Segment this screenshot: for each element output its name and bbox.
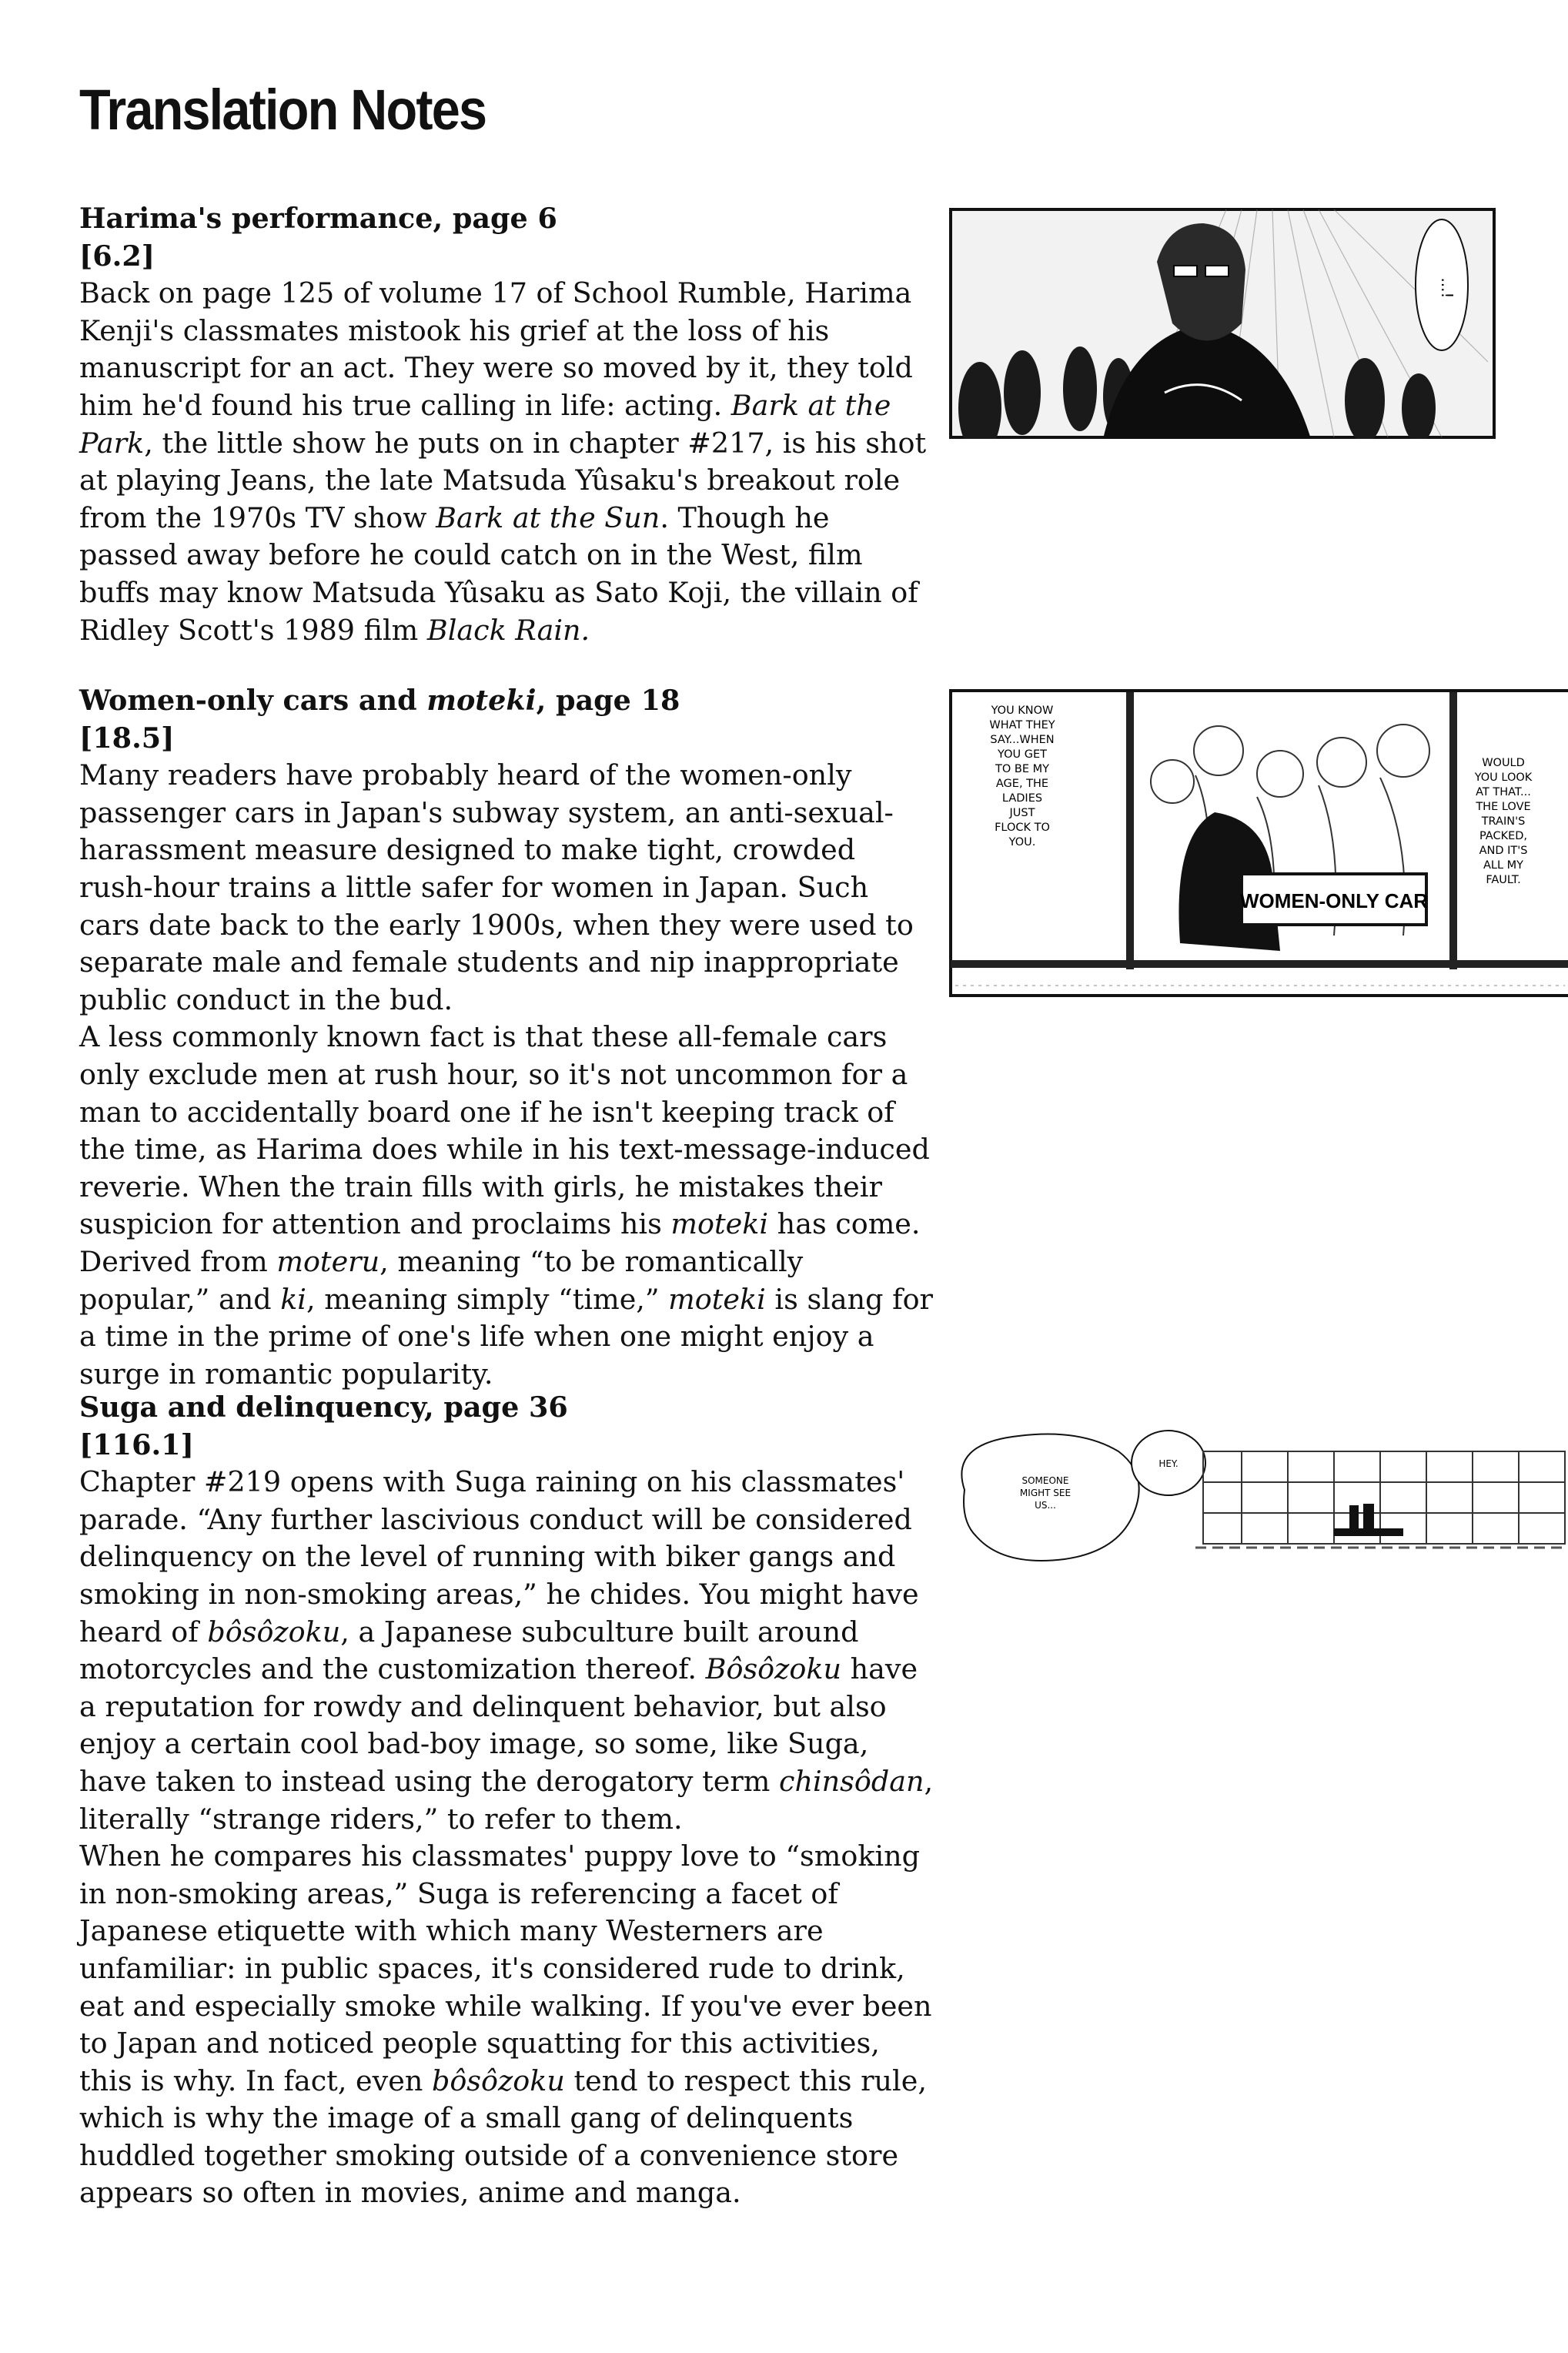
italic-term: Bôsôzoku xyxy=(705,1652,841,1686)
speech-line: AGE, THE xyxy=(995,778,1049,790)
harima-panel-illustration xyxy=(949,208,1496,439)
note-paragraph xyxy=(79,757,934,1019)
speech-line: US... xyxy=(1035,1500,1056,1511)
speech-line: THE LOVE xyxy=(1476,801,1531,813)
speech-bubble-text: ...! xyxy=(1438,277,1456,299)
note-heading: Harima's performance, page 6 xyxy=(79,202,557,235)
text-run: Women-only cars and xyxy=(79,684,427,717)
italic-term: moteki xyxy=(668,1282,766,1316)
note-paragraph xyxy=(79,1019,934,1393)
note-heading: Suga and delinquency, page 36 xyxy=(79,1391,568,1424)
italic-term: Bark at the Park xyxy=(79,388,891,460)
text-run: is slang for a time in the prime of one's life when one might enjoy a surge in romantic popularity. xyxy=(79,1282,934,1391)
note-paragraph xyxy=(79,1838,934,2212)
italic-term: bôsôzoku xyxy=(431,2063,565,2097)
text-run: has come. Derived from xyxy=(79,1207,921,1278)
note-body xyxy=(79,757,934,1393)
note-heading xyxy=(79,682,934,720)
speech-line: WHAT THEY xyxy=(989,719,1055,731)
text-run: When he compares his classmates' puppy love to “smoking in non-smoking areas,” Suga is referencing a facet of Japanese etiquette with which many Westerners are unfamiliar: in public spaces, it's considered rude to drink, eat and especially smoke while walking. If you've ever been to Japan and noticed people squatting for this activities, this is why. In fact, even xyxy=(79,1839,932,2097)
text-run: Many readers have probably heard of the women-only passenger cars in Japan's subway system, an anti-sexual-harassment measure designed to make tight, crowded rush-hour trains a little safer for women in Japan. Such cars date back to the early 1900s, when they were used to separate male and female students and nip inappropriate public conduct in the bud. xyxy=(79,758,914,1016)
note-body xyxy=(79,275,934,649)
women-only-car-sign: WOMEN-ONLY CAR xyxy=(1239,889,1429,912)
text-run: . Though he passed away before he could catch on in the West, film buffs may know Matsuda Yûsaku as Sato Koji, the villain of Ridley Scott's 1989 film xyxy=(79,500,918,647)
speech-line: TO BE MY xyxy=(995,763,1049,775)
speech-line: MIGHT SEE xyxy=(1019,1488,1072,1498)
italic-term: moteru xyxy=(276,1244,380,1278)
speech-line: YOU KNOW xyxy=(991,705,1054,717)
text-run: , the little show he puts on in chapter #217, is his shot at playing Jeans, the late Matsuda Yûsaku's breakout role from the 1970s TV show xyxy=(79,426,927,534)
italic-term: moteki xyxy=(670,1207,769,1241)
text-run: , meaning “to be romantically popular,” and xyxy=(79,1244,804,1316)
text-run: tend to respect this rule, which is why the image of a small gang of delinquents huddled together smoking outside of a convenience store appears so often in movies, anime and manga. xyxy=(79,2063,927,2210)
text-run: , page 18 xyxy=(536,684,680,717)
speech-line: WOULD xyxy=(1482,757,1525,769)
speech-line: FLOCK TO xyxy=(995,822,1050,834)
speech-line: SOMEONE xyxy=(1021,1475,1069,1486)
speech-line: ALL MY xyxy=(1483,859,1524,872)
speech-line: YOU. xyxy=(1008,836,1036,848)
speech-line: YOU LOOK xyxy=(1474,772,1533,784)
text-run: Chapter #219 opens with Suga raining on his classmates' parade. “Any further lascivious conduct will be considered delinquency on the level of running with biker gangs and smoking in non-smoking areas,” he chides. You might have heard of xyxy=(79,1465,919,1648)
note-ref: [18.5] xyxy=(79,721,175,755)
text-run: , literally “strange riders,” to refer to them. xyxy=(79,1764,934,1836)
suga-panel-illustration xyxy=(949,1421,1568,1575)
note-harima-performance xyxy=(79,200,934,649)
manga-panel-women-only-car xyxy=(949,689,1568,997)
speech-line: SAY...WHEN xyxy=(990,734,1055,746)
speech-line: AT THAT... xyxy=(1476,786,1531,798)
page-title: Translation Notes xyxy=(79,78,486,142)
manga-panel-suga xyxy=(949,1421,1568,1575)
note-ref: [116.1] xyxy=(79,1428,194,1461)
italic-term: Black Rain. xyxy=(426,613,590,647)
text-run: have a reputation for rowdy and delinquent behavior, but also enjoy a certain cool bad-boy image, so some, like Suga, have taken to instead using the derogatory term xyxy=(79,1652,918,1798)
italic-term: ki xyxy=(280,1282,306,1316)
speech-line: AND IT'S xyxy=(1479,845,1528,857)
italic-term: bôsôzoku xyxy=(207,1615,341,1648)
italic-term: moteki xyxy=(426,684,537,717)
note-ref: [6.2] xyxy=(79,239,155,273)
note-paragraph xyxy=(79,275,934,649)
speech-line: FAULT. xyxy=(1486,874,1521,886)
italic-term: Bark at the Sun xyxy=(436,500,660,534)
speech-line: PACKED, xyxy=(1479,830,1528,842)
text-run: Back on page 125 of volume 17 of School Rumble, Harima Kenji's classmates mistook his grief at the loss of his manuscript for an act. They were so moved by it, they told him he'd found his true calling in life: acting. xyxy=(79,276,913,422)
speech-line: LADIES xyxy=(1001,792,1043,805)
italic-term: chinsôdan xyxy=(779,1764,924,1798)
speech-line: JUST xyxy=(1009,807,1035,819)
text-run: , a Japanese subculture built around motorcycles and the customization thereof. xyxy=(79,1615,859,1686)
note-women-only-cars xyxy=(79,682,934,1393)
note-body xyxy=(79,1464,934,2212)
women-only-car-panel-illustration xyxy=(949,689,1568,997)
speech-line: TRAIN'S xyxy=(1481,815,1526,828)
speech-line: YOU GET xyxy=(998,748,1047,761)
note-suga-delinquency xyxy=(79,1389,934,2212)
text-run: A less commonly known fact is that these all-female cars only exclude men at rush hour, so it's not uncommon for a man to accidentally board one if he isn't keeping track of the time, as Harima does while in his text-message-induced reverie. When the train fills with girls, he mistakes their suspicion for attention and proclaims his xyxy=(79,1020,930,1241)
note-paragraph xyxy=(79,1464,934,1838)
manga-panel-harima xyxy=(949,208,1496,439)
text-run: , meaning simply “time,” xyxy=(306,1282,669,1316)
right-speech-bubble: HEY. xyxy=(1158,1458,1179,1469)
